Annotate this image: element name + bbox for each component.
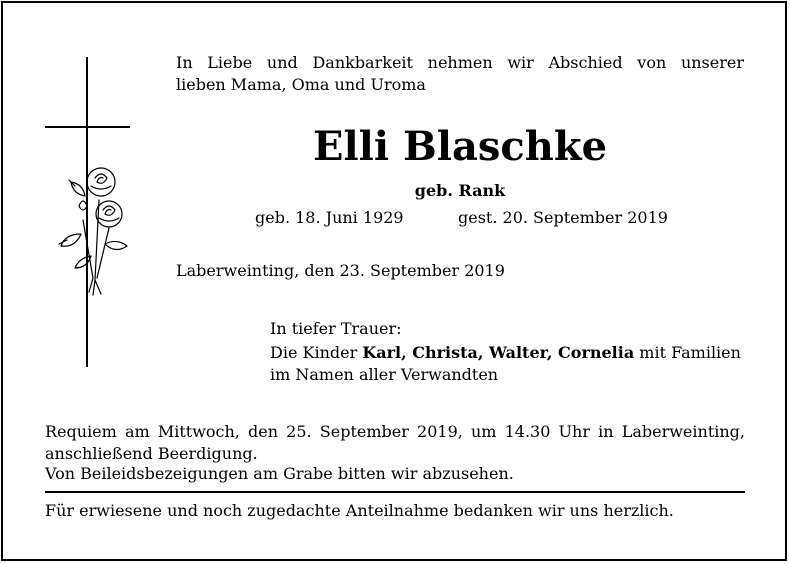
mourners-heading: In tiefer Trauer: (270, 319, 402, 338)
death-date: gest. 20. September 2019 (458, 208, 668, 227)
requiem-line-1: Requiem am Mittwoch, den 25. September 2019, um 14.30 Uhr in Laberweinting, (45, 422, 745, 441)
intro-line-1: In Liebe und Dankbarkeit nehmen wir Abschied von unserer (176, 53, 744, 72)
place-date: Laberweinting, den 23. September 2019 (176, 261, 505, 280)
intro-line-2: lieben Mama, Oma und Uroma (176, 75, 426, 94)
mourners-line-1 (270, 342, 741, 364)
cross-icon-bar (45, 126, 130, 128)
birth-date: geb. 18. Juni 1929 (255, 208, 404, 227)
mourners-line-2: im Namen aller Verwandten (270, 365, 499, 384)
deceased-name: Elli Blaschke (312, 123, 608, 170)
children-names: Karl, Christa, Walter, Cornelia (362, 343, 635, 362)
roses-icon (55, 160, 135, 300)
condolences-note: Von Beileidsbezeigungen am Grabe bitten wir abzusehen. (45, 464, 514, 483)
mourners-prefix: Die Kinder (270, 343, 363, 362)
requiem-line-2: anschließend Beerdigung. (45, 444, 258, 463)
intro-text (176, 52, 744, 96)
maiden-name: geb. Rank (414, 181, 506, 200)
requiem-text (45, 421, 745, 465)
divider (45, 491, 745, 493)
mourners-suffix: mit Familien (634, 343, 741, 362)
thanks-note: Für erwiesene und noch zugedachte Anteilnahme bedanken wir uns herzlich. (45, 501, 674, 520)
